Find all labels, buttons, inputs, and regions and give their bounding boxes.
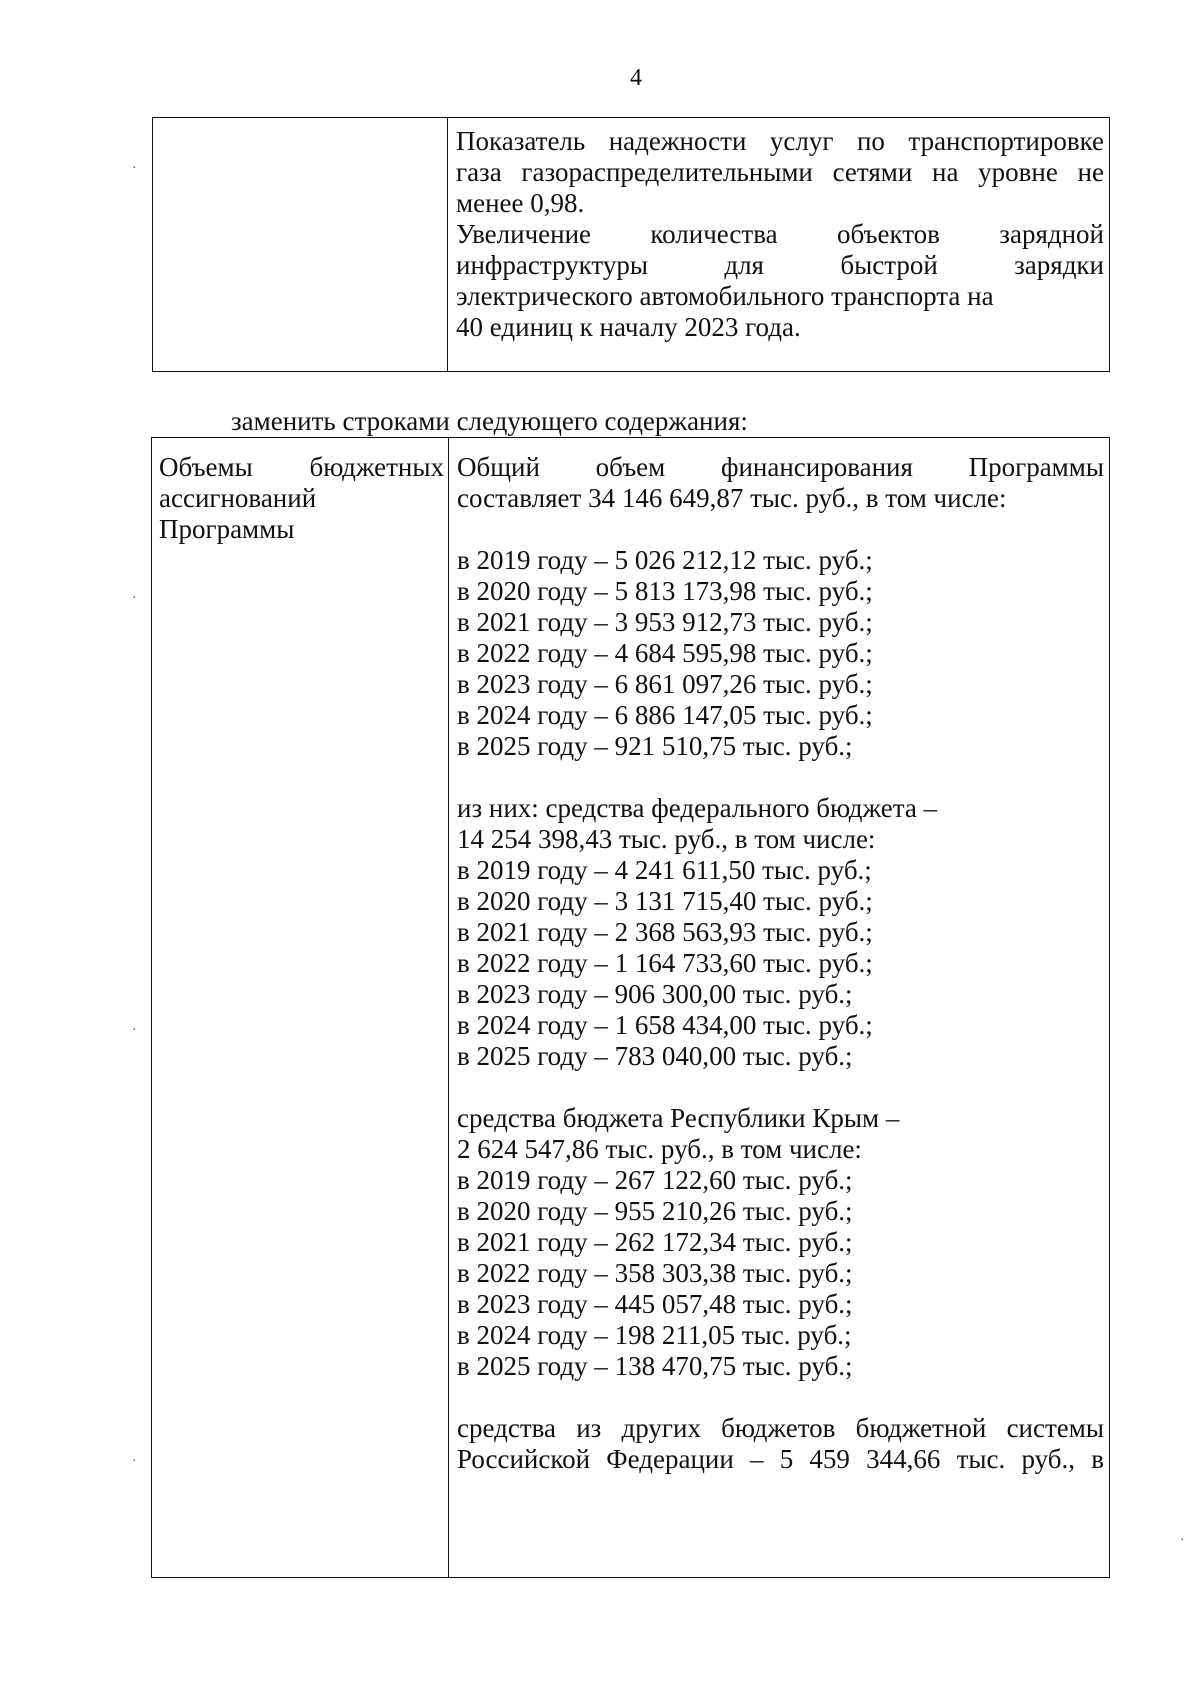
year-line: в 2019 году – 4 241 611,50 тыс. руб.; [457,855,872,885]
year-line: в 2025 году – 921 510,75 тыс. руб.; [457,731,853,761]
year-line: в 2019 году – 5 026 212,12 тыс. руб.; [457,545,873,575]
replacement-rows-table [151,437,1110,1578]
year-line: в 2025 году – 783 040,00 тыс. руб.; [457,1041,853,1071]
text-line: газа газораспределительными сетями на уровне не [456,157,1104,187]
crimea-line: 2 624 547,86 тыс. руб., в том числе: [457,1134,862,1164]
margin-mark: · [132,161,137,176]
year-line: в 2022 году – 1 164 733,60 тыс. руб.; [457,948,873,978]
year-line: в 2020 году – 955 210,26 тыс. руб.; [457,1196,853,1226]
federal-line: 14 254 398,43 тыс. руб., в том числе: [457,824,876,854]
year-line: в 2020 году – 3 131 715,40 тыс. руб.; [457,886,873,916]
text-line: инфраструктуры для быстрой зарядки [456,250,1104,280]
margin-mark: · [1180,1533,1185,1548]
row-header-line: ассигнований [159,483,317,513]
empty-left-cell [153,118,448,372]
year-line: в 2021 году – 3 953 912,73 тыс. руб.; [457,607,873,637]
row-header-line: Программы [159,514,295,544]
year-line: в 2020 году – 5 813 173,98 тыс. руб.; [457,576,873,606]
table-row [152,438,1110,1578]
year-line: в 2024 году – 198 211,05 тыс. руб.; [457,1320,852,1350]
other-budgets-line: средства из других бюджетов бюджетной системы [457,1413,1104,1443]
text-line: Увеличение количества объектов зарядной [456,219,1104,249]
text-line: Показатель надежности услуг по транспортировке [456,126,1104,156]
year-line: в 2023 году – 6 861 097,26 тыс. руб.; [457,669,873,699]
other-budgets-line: Российской Федерации – 5 459 344,66 тыс. руб., в [457,1444,1104,1474]
page-number: 4 [630,65,642,91]
year-line: в 2021 году – 262 172,34 тыс. руб.; [457,1227,853,1257]
margin-mark: · [132,1454,137,1469]
year-line: в 2023 году – 445 057,48 тыс. руб.; [457,1289,853,1319]
table-row [153,118,1110,372]
indicators-cell [448,118,1110,372]
row-header-line: Объемы бюджетных [159,452,444,482]
instruction-text: заменить строками следующего содержания: [231,406,748,436]
year-line: в 2024 году – 6 886 147,05 тыс. руб.; [457,700,873,730]
federal-line: из них: средства федерального бюджета – [457,793,938,823]
text-line: электрического автомобильного транспорта на [456,281,994,311]
financing-cell [449,438,1110,1578]
crimea-line: средства бюджета Республики Крым – [457,1103,900,1133]
margin-mark: · [132,591,137,606]
text-line: 40 единиц к началу 2023 года. [456,312,801,342]
year-line: в 2023 году – 906 300,00 тыс. руб.; [457,979,853,1009]
total-line: Общий объем финансирования Программы [457,452,1104,482]
year-line: в 2019 году – 267 122,60 тыс. руб.; [457,1165,853,1195]
year-line: в 2022 году – 4 684 595,98 тыс. руб.; [457,638,873,668]
total-line: составляет 34 146 649,87 тыс. руб., в том числе: [457,483,1007,513]
margin-mark: · [132,1023,137,1038]
year-line: в 2022 году – 358 303,38 тыс. руб.; [457,1258,853,1288]
year-line: в 2021 году – 2 368 563,93 тыс. руб.; [457,917,873,947]
text-line: менее 0,98. [456,188,585,218]
year-line: в 2025 году – 138 470,75 тыс. руб.; [457,1351,853,1381]
previous-rows-table [152,117,1110,372]
year-line: в 2024 году – 1 658 434,00 тыс. руб.; [457,1010,873,1040]
row-header-cell [152,438,449,1578]
